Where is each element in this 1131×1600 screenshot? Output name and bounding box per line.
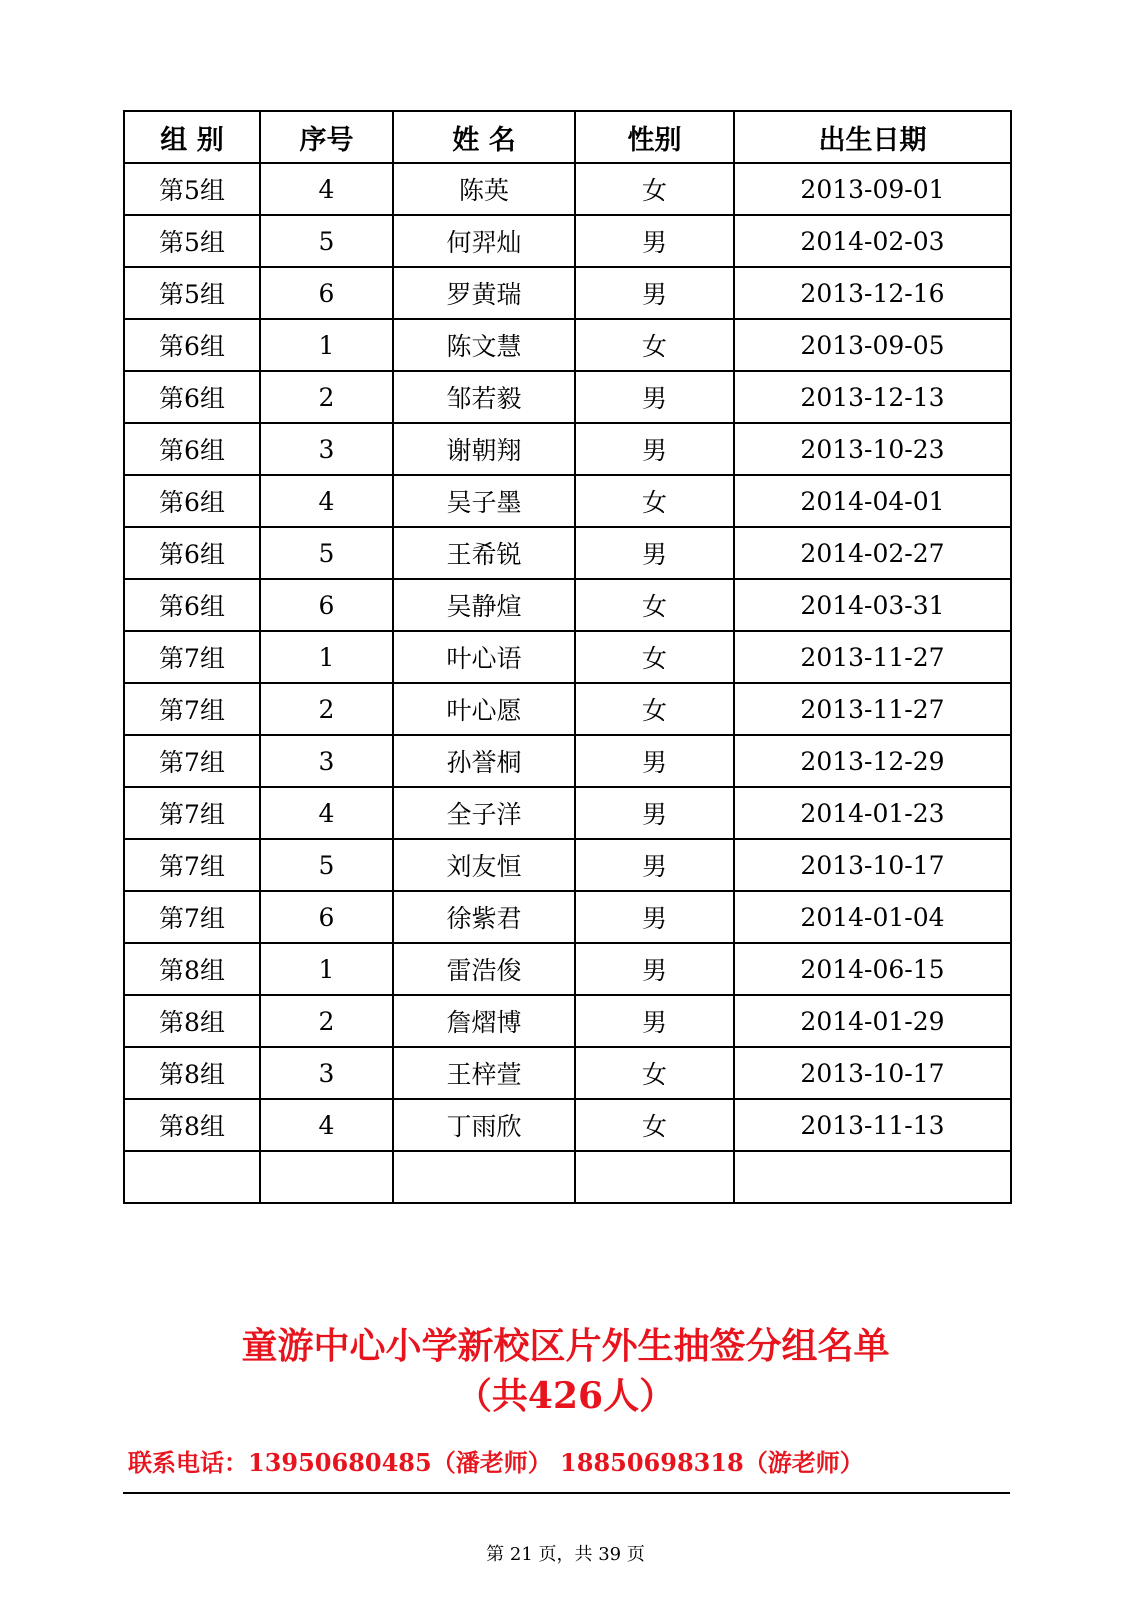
cell-seq: 5 (260, 215, 393, 267)
cell-seq: 4 (260, 787, 393, 839)
cell-seq (260, 1151, 393, 1203)
cell-gender: 女 (575, 683, 734, 735)
cell-birthdate: 2014-01-04 (734, 891, 1011, 943)
cell-birthdate: 2013-11-13 (734, 1099, 1011, 1151)
roster-table (123, 110, 1012, 1204)
cell-birthdate: 2013-11-27 (734, 631, 1011, 683)
cell-name: 孙誉桐 (393, 735, 575, 787)
cell-seq: 4 (260, 163, 393, 215)
cell-birthdate: 2013-10-17 (734, 839, 1011, 891)
table-row (124, 163, 1011, 215)
cell-gender: 男 (575, 423, 734, 475)
cell-name: 吴静煊 (393, 579, 575, 631)
header-seq: 序号 (260, 111, 393, 163)
cell-name: 雷浩俊 (393, 943, 575, 995)
header-gender: 性别 (575, 111, 734, 163)
header-birthdate: 出生日期 (734, 111, 1011, 163)
cell-name (393, 1151, 575, 1203)
cell-name: 刘友恒 (393, 839, 575, 891)
cell-birthdate: 2013-10-23 (734, 423, 1011, 475)
cell-group: 第8组 (124, 1099, 260, 1151)
cell-birthdate: 2013-09-05 (734, 319, 1011, 371)
table-row (124, 735, 1011, 787)
cell-group: 第7组 (124, 735, 260, 787)
table-row (124, 267, 1011, 319)
cell-gender: 男 (575, 371, 734, 423)
table-row (124, 475, 1011, 527)
table-row (124, 215, 1011, 267)
table-row (124, 527, 1011, 579)
cell-birthdate: 2014-01-23 (734, 787, 1011, 839)
table-row (124, 891, 1011, 943)
cell-birthdate: 2013-12-29 (734, 735, 1011, 787)
cell-group: 第7组 (124, 891, 260, 943)
cell-gender: 女 (575, 1099, 734, 1151)
cell-group: 第5组 (124, 267, 260, 319)
table-row (124, 995, 1011, 1047)
cell-gender: 女 (575, 319, 734, 371)
cell-gender: 女 (575, 579, 734, 631)
header-group: 组 别 (124, 111, 260, 163)
table-row (124, 683, 1011, 735)
cell-birthdate: 2013-10-17 (734, 1047, 1011, 1099)
cell-group: 第5组 (124, 163, 260, 215)
cell-gender: 男 (575, 267, 734, 319)
cell-seq: 3 (260, 735, 393, 787)
cell-seq: 6 (260, 267, 393, 319)
table-row (124, 787, 1011, 839)
table-row (124, 371, 1011, 423)
contact-phone: 联系电话：13950680485（潘老师） 18850698318（游老师） (128, 1448, 864, 1477)
table-row (124, 1099, 1011, 1151)
cell-birthdate: 2013-11-27 (734, 683, 1011, 735)
cell-name: 丁雨欣 (393, 1099, 575, 1151)
cell-gender: 男 (575, 215, 734, 267)
divider-line (123, 1492, 1010, 1494)
cell-group: 第6组 (124, 475, 260, 527)
table-header-row (124, 111, 1011, 163)
cell-name: 王希锐 (393, 527, 575, 579)
cell-name: 王梓萱 (393, 1047, 575, 1099)
cell-group: 第8组 (124, 1047, 260, 1099)
table-row (124, 423, 1011, 475)
cell-birthdate (734, 1151, 1011, 1203)
cell-birthdate: 2014-06-15 (734, 943, 1011, 995)
cell-seq: 4 (260, 475, 393, 527)
cell-seq: 1 (260, 943, 393, 995)
table-row (124, 839, 1011, 891)
cell-seq: 3 (260, 1047, 393, 1099)
cell-gender: 男 (575, 943, 734, 995)
cell-seq: 2 (260, 683, 393, 735)
cell-gender: 女 (575, 1047, 734, 1099)
cell-gender: 男 (575, 995, 734, 1047)
cell-group: 第5组 (124, 215, 260, 267)
cell-group: 第6组 (124, 319, 260, 371)
cell-group: 第8组 (124, 943, 260, 995)
cell-name: 吴子墨 (393, 475, 575, 527)
cell-group: 第7组 (124, 631, 260, 683)
page-footer: 第 21 页，共 39 页 (486, 1544, 645, 1565)
table-row (124, 1151, 1011, 1203)
cell-birthdate: 2014-04-01 (734, 475, 1011, 527)
cell-gender: 男 (575, 527, 734, 579)
cell-group: 第8组 (124, 995, 260, 1047)
table-body (124, 163, 1011, 1203)
cell-group (124, 1151, 260, 1203)
cell-group: 第6组 (124, 527, 260, 579)
cell-seq: 2 (260, 995, 393, 1047)
cell-birthdate: 2014-03-31 (734, 579, 1011, 631)
cell-gender: 男 (575, 735, 734, 787)
cell-name: 陈英 (393, 163, 575, 215)
cell-seq: 4 (260, 1099, 393, 1151)
cell-gender (575, 1151, 734, 1203)
cell-name: 谢朝翔 (393, 423, 575, 475)
cell-name: 罗黄瑞 (393, 267, 575, 319)
cell-name: 全子洋 (393, 787, 575, 839)
table-row (124, 319, 1011, 371)
cell-gender: 男 (575, 891, 734, 943)
cell-gender: 男 (575, 787, 734, 839)
cell-group: 第7组 (124, 787, 260, 839)
cell-group: 第7组 (124, 839, 260, 891)
cell-birthdate: 2014-02-27 (734, 527, 1011, 579)
cell-group: 第6组 (124, 423, 260, 475)
cell-birthdate: 2013-09-01 (734, 163, 1011, 215)
cell-birthdate: 2013-12-13 (734, 371, 1011, 423)
table-row (124, 631, 1011, 683)
cell-seq: 1 (260, 631, 393, 683)
cell-gender: 女 (575, 631, 734, 683)
cell-birthdate: 2014-02-03 (734, 215, 1011, 267)
cell-gender: 女 (575, 475, 734, 527)
cell-seq: 2 (260, 371, 393, 423)
cell-seq: 3 (260, 423, 393, 475)
cell-seq: 6 (260, 579, 393, 631)
cell-gender: 男 (575, 839, 734, 891)
cell-name: 何羿灿 (393, 215, 575, 267)
cell-name: 詹熠博 (393, 995, 575, 1047)
cell-name: 叶心语 (393, 631, 575, 683)
document-title: 童游中心小学新校区片外生抽签分组名单 (241, 1325, 890, 1367)
cell-birthdate: 2013-12-16 (734, 267, 1011, 319)
cell-name: 叶心愿 (393, 683, 575, 735)
cell-group: 第6组 (124, 579, 260, 631)
cell-seq: 5 (260, 839, 393, 891)
table-row (124, 579, 1011, 631)
cell-group: 第7组 (124, 683, 260, 735)
cell-birthdate: 2014-01-29 (734, 995, 1011, 1047)
cell-name: 邹若毅 (393, 371, 575, 423)
cell-seq: 1 (260, 319, 393, 371)
table-row (124, 1047, 1011, 1099)
cell-name: 陈文慧 (393, 319, 575, 371)
cell-seq: 5 (260, 527, 393, 579)
cell-name: 徐紫君 (393, 891, 575, 943)
header-name: 姓 名 (393, 111, 575, 163)
cell-seq: 6 (260, 891, 393, 943)
table-row (124, 943, 1011, 995)
document-subtitle-count: （共426人） (455, 1375, 676, 1417)
cell-gender: 女 (575, 163, 734, 215)
cell-group: 第6组 (124, 371, 260, 423)
